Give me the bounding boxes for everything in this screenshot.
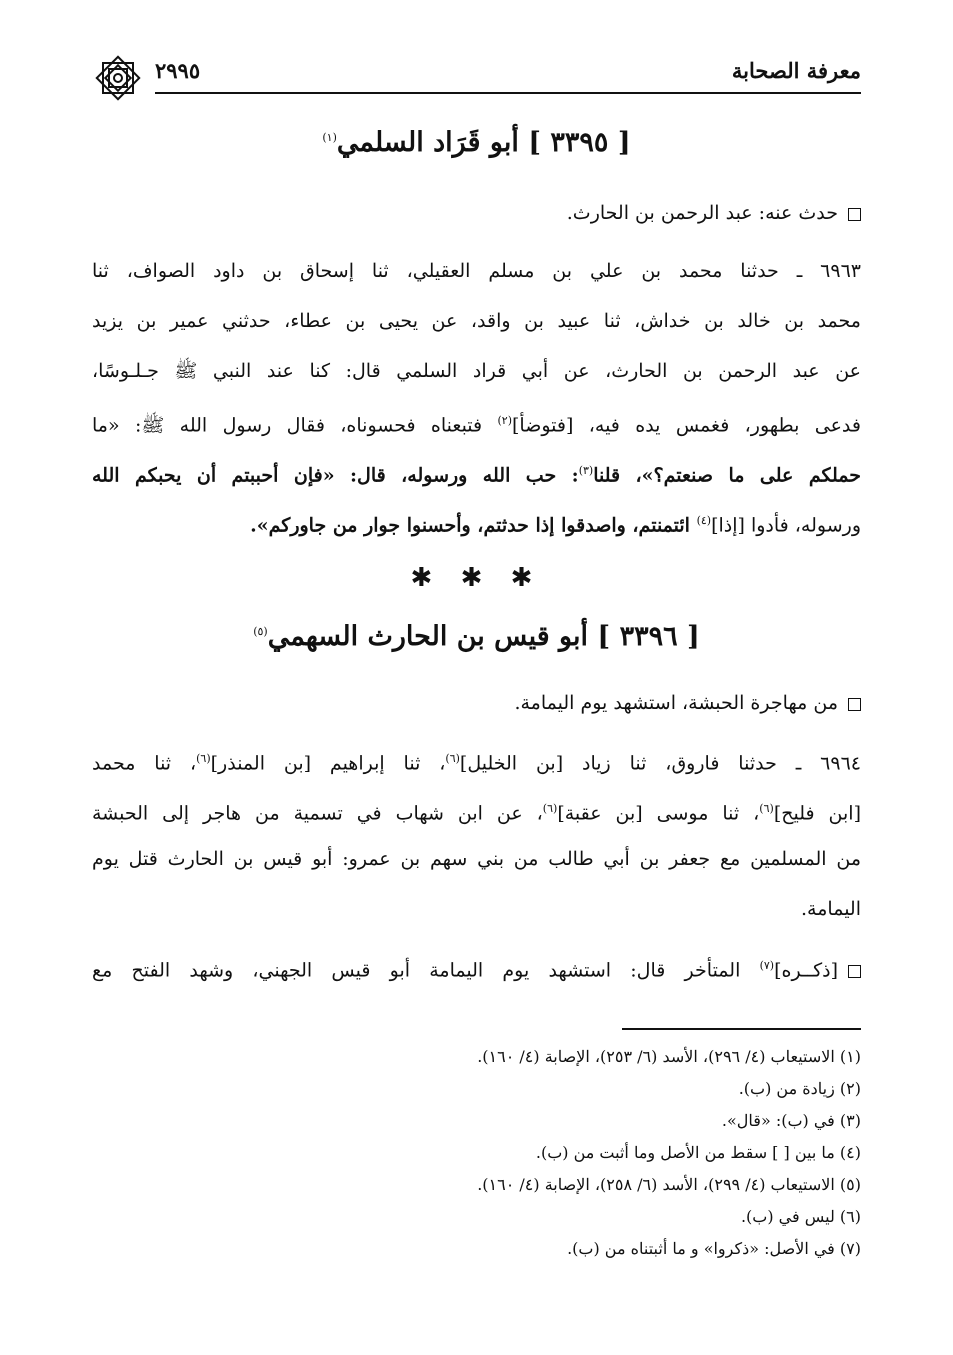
- hadith-line: حملكم على ما صنعتم؟»، قلنا$^{(٣)}$: حب الله ورسوله، قال: «فإن أحببتم أن يحبكم الله: [92, 464, 861, 487]
- star-ornament-icon: [92, 52, 144, 104]
- entry-intro: حدث عنه: عبد الرحمن بن الحارث.: [92, 193, 861, 233]
- running-title: معرفة الصحابة: [731, 58, 861, 83]
- footnote: (١) الاستيعاب (٤/ ٢٩٦)، الأسد (٦/ ٢٥٣)، الإصابة (٤/ ١٦٠).: [477, 1047, 861, 1066]
- page-number: ٢٩٩٥: [155, 58, 201, 83]
- bullet-square-icon: [848, 965, 861, 978]
- hadith-line: عن عبد الرحمن بن الحارث، عن أبي قراد السلمي قال: كنا عند النبي ﷺ جـلـوسًا،: [92, 360, 861, 382]
- entry-title-3395: [ ٣٣٩٥ ] أبو قَرَاد السلمي$^{(١)}$: [322, 127, 631, 158]
- bullet-square-icon: [848, 698, 861, 711]
- hadith-line: محمد بن خالد بن خداش، ثنا عبيد بن واقد، عن يحيى بن عطاء، حدثني عمير بن يزيد: [92, 310, 861, 332]
- footnote: (٦) ليس في (ب).: [740, 1207, 861, 1226]
- hadith-line: ٦٩٦٣ ـ حدثنا محمد بن علي بن مسلم العقيلي، ثنا إسحاق بن داود الصواف، ثنا: [92, 260, 861, 282]
- footnote: (٥) الاستيعاب (٤/ ٢٩٩)، الأسد (٦/ ٢٥٨)، الإصابة (٤/ ١٦٠).: [477, 1175, 861, 1194]
- hadith-line: ورسوله، فأدوا [إذا]$^{(٤)}$ ائتمنتم، واصدقوا إذا حدثتم، وأحسنوا جوار من جاوركم».: [250, 514, 861, 537]
- entry-intro: من مهاجرة الحبشة، استشهد يوم اليمامة.: [92, 683, 861, 723]
- hadith-line: فدعى بطهور، فغمس يده فيه، [فتوضأ]$^{(٢)}$ فتبعناه فحسوناه، فقال رسول الله ﷺ: «ما: [92, 414, 861, 437]
- hadith-line: ٦٩٦٤ ـ حدثنا فاروق، ثنا زياد [بن الخليل]$^{(٦)}$، ثنا إبراهيم [بن المنذر]$^{(٦)}$، ثنا محمد: [92, 752, 861, 775]
- section-separator: ✱ ✱ ✱: [410, 563, 543, 593]
- hadith-line: من المسلمين مع جعفر بن أبي طالب من بني سهم بن عمرو: أبو قيس بن الحارث قتل يوم: [92, 848, 861, 870]
- bullet-square-icon: [848, 208, 861, 221]
- hadith-line: اليمامة.: [801, 898, 861, 920]
- footnote: (٢) زيادة من (ب).: [738, 1079, 861, 1098]
- entry-title-3396: [ ٣٣٩٦ ] أبو قيس بن الحارث السهمي$^{(٥)}$: [253, 621, 700, 652]
- footnote: (٣) في (ب): «قال».: [721, 1111, 861, 1130]
- footnote: (٧) في الأصل: «ذكروا» و ما أثبتناه من (ب).: [567, 1239, 861, 1258]
- entry-note: [ذكــره]$^{(٧)}$ المتأخر قال: استشهد يوم اليمامة أبو قيس الجهني، وشهد الفتح مع: [92, 946, 861, 990]
- header-rule: [155, 92, 861, 94]
- footnote-rule: [622, 1028, 861, 1030]
- hadith-line: [ابن فليح]$^{(٦)}$، ثنا موسى [بن عقبة]$^{(٦)}$، عن ابن شهاب في تسمية من هاجر إلى الحبشة: [92, 802, 861, 825]
- footnote: (٤) ما بين [ ] سقط من الأصل وما أثبت من (ب).: [535, 1143, 861, 1162]
